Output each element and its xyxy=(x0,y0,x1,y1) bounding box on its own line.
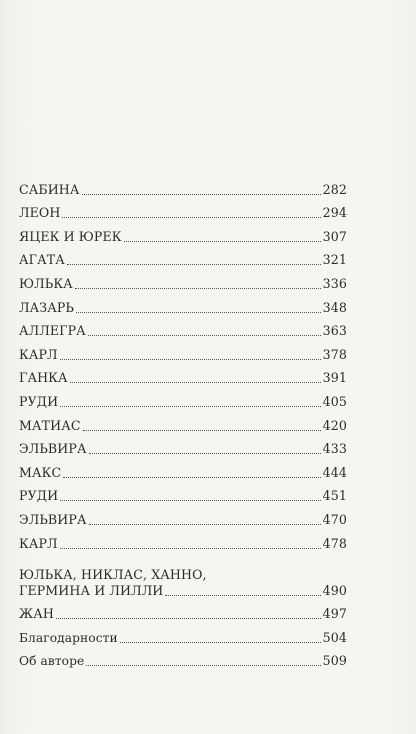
toc-entry-page: 451 xyxy=(322,488,347,504)
toc-entry-page: 363 xyxy=(322,323,347,339)
toc-entry xyxy=(19,174,347,198)
toc-entry-page: 282 xyxy=(322,181,347,197)
toc-entry-title: ЯЦЕК И ЮРЕК xyxy=(19,228,122,244)
toc-entry-page: 348 xyxy=(322,299,347,315)
toc-entry-row xyxy=(19,583,347,599)
dot-leader xyxy=(56,617,321,619)
dot-leader xyxy=(60,547,321,549)
toc-entry-title: ЭЛЬВИРА xyxy=(19,441,87,457)
toc-entry xyxy=(19,457,347,481)
toc-entry-title: МАТИАС xyxy=(19,417,81,433)
toc-entry-page: 378 xyxy=(322,346,347,362)
toc-entry xyxy=(19,646,347,670)
dot-leader xyxy=(89,452,321,454)
dot-leader xyxy=(83,429,321,431)
dot-leader xyxy=(88,334,321,336)
toc-entry-page: 490 xyxy=(322,582,347,598)
dot-leader xyxy=(70,381,321,383)
toc-entry-page: 504 xyxy=(322,629,347,645)
dot-leader xyxy=(67,263,321,265)
toc-entry-title: САБИНА xyxy=(19,181,80,197)
toc-entry-page: 478 xyxy=(322,535,347,551)
toc-entry-title: ЛЕОН xyxy=(19,205,61,221)
toc-entry-page: 470 xyxy=(322,511,347,527)
toc-entry-title: ЛАЗАРЬ xyxy=(19,299,74,315)
toc-entry xyxy=(19,292,347,316)
toc-entry xyxy=(19,386,347,410)
toc-entry-page: 391 xyxy=(322,370,347,386)
toc-entry-page: 307 xyxy=(322,228,347,244)
dot-leader xyxy=(62,216,320,218)
dot-leader xyxy=(76,311,321,313)
toc-entry xyxy=(19,410,347,434)
toc-entry xyxy=(19,268,347,292)
toc-entry xyxy=(19,221,347,245)
toc-entry xyxy=(19,363,347,387)
toc-entry-title: ЮЛЬКА xyxy=(19,275,73,291)
toc-entry xyxy=(19,528,347,552)
toc-entry-page: 433 xyxy=(322,441,347,457)
toc-entry xyxy=(19,599,347,623)
dot-leader xyxy=(89,523,321,525)
toc-entry-page: 497 xyxy=(322,606,347,622)
dot-leader xyxy=(165,594,320,596)
dot-leader xyxy=(86,664,320,666)
toc-entry xyxy=(19,316,347,340)
dot-leader xyxy=(120,641,321,643)
toc-entry-title: ЖАН xyxy=(19,606,54,622)
toc-entry-title: Об авторе xyxy=(19,654,85,669)
toc-entry xyxy=(19,504,347,528)
toc-entry-page: 294 xyxy=(322,205,347,221)
toc-entry-title-line1: ЮЛЬКА, НИКЛАС, ХАННО, xyxy=(19,566,207,582)
toc-entry xyxy=(19,481,347,505)
toc-entry-title: РУДИ xyxy=(19,488,59,504)
toc-entry-page: 420 xyxy=(322,417,347,433)
table-of-contents xyxy=(19,174,347,669)
toc-entry-page: 509 xyxy=(322,653,347,669)
toc-entry xyxy=(19,198,347,222)
toc-entry-title: ГЕРМИНА И ЛИЛЛИ xyxy=(19,582,164,598)
toc-entry-title: КАРЛ xyxy=(19,346,58,362)
toc-entry-page: 321 xyxy=(322,252,347,268)
toc-entry-page: 444 xyxy=(322,464,347,480)
toc-entry xyxy=(19,434,347,458)
toc-entry-title: АГАТА xyxy=(19,252,65,268)
dot-leader xyxy=(60,358,321,360)
toc-entry-title: МАКС xyxy=(19,464,62,480)
toc-entry-multiline xyxy=(19,552,347,599)
dot-leader xyxy=(124,240,321,242)
toc-entry xyxy=(19,339,347,363)
toc-entry-title: РУДИ xyxy=(19,393,59,409)
toc-entry-title: ГАНКА xyxy=(19,370,68,386)
toc-entry-title: КАРЛ xyxy=(19,535,58,551)
toc-entry-title: ЭЛЬВИРА xyxy=(19,511,87,527)
dot-leader xyxy=(60,405,320,407)
toc-entry xyxy=(19,245,347,269)
toc-entry-title: Благодарности xyxy=(19,630,118,645)
dot-leader xyxy=(63,476,320,478)
toc-entry xyxy=(19,622,347,646)
dot-leader xyxy=(60,499,320,501)
dot-leader xyxy=(82,193,321,195)
toc-entry-page: 405 xyxy=(322,393,347,409)
toc-entry-page: 336 xyxy=(322,275,347,291)
toc-entry-title: АЛЛЕГРА xyxy=(19,323,86,339)
dot-leader xyxy=(75,287,321,289)
